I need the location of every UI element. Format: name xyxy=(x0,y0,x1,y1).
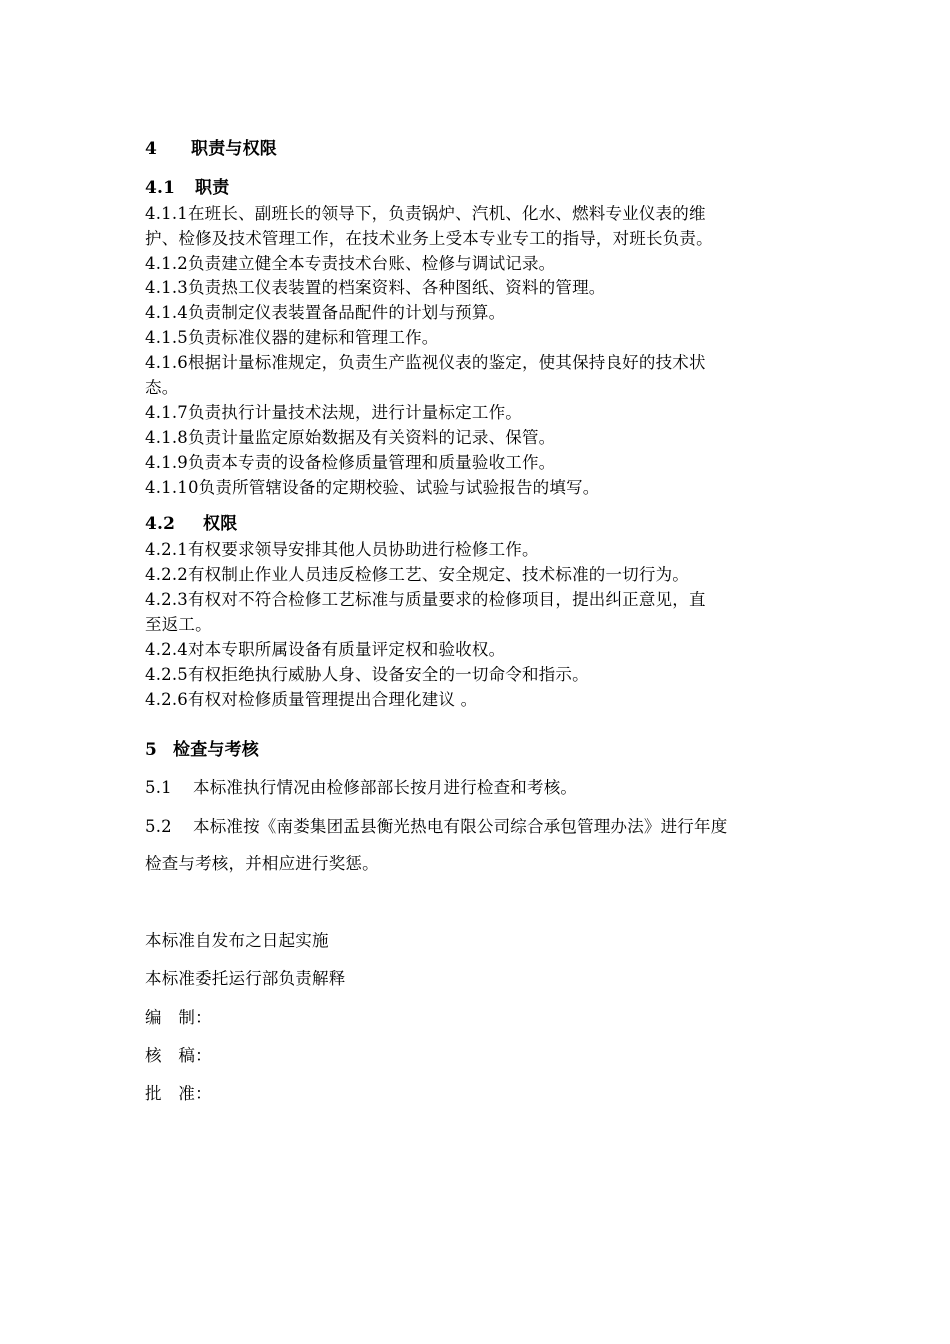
subsection-4-1-heading xyxy=(145,176,229,200)
list-item: 护、检修及技术管理工作，在技术业务上受本专业专工的指导，对班长负责。 xyxy=(145,229,713,248)
effective-statement: 本标准自发布之日起实施 xyxy=(145,931,329,950)
item-5-1-number: 5.1 xyxy=(145,778,172,797)
section-4-heading xyxy=(145,137,277,161)
compiled-by-label: 编 制： xyxy=(145,1008,212,1027)
list-item xyxy=(145,776,577,800)
subsection-4-1-title: 职责 xyxy=(195,178,230,198)
list-item: 4.2.3有权对不符合检修工艺标准与质量要求的检修项目，提出纠正意见，直 xyxy=(145,590,706,609)
item-5-2-number: 5.2 xyxy=(145,817,172,836)
list-item: 4.1.5负责标准仪器的建标和管理工作。 xyxy=(145,328,439,347)
section-5-number: 5 xyxy=(145,740,158,760)
list-item: 4.2.5有权拒绝执行威胁人身、设备安全的一切命令和指示。 xyxy=(145,665,589,684)
approved-by-label: 批 准： xyxy=(145,1084,212,1103)
section-4-title: 职责与权限 xyxy=(191,139,277,159)
subsection-4-2-number: 4.2 xyxy=(145,514,176,534)
list-item: 4.2.2有权制止作业人员违反检修工艺、安全规定、技术标准的一切行为。 xyxy=(145,565,689,584)
list-item: 4.1.6根据计量标准规定，负责生产监视仪表的鉴定，使其保持良好的技术状 xyxy=(145,353,706,372)
list-item: 4.1.10负责所管辖设备的定期校验、试验与试验报告的填写。 xyxy=(145,478,600,497)
item-5-1-text: 本标准执行情况由检修部部长按月进行检查和考核。 xyxy=(193,778,578,797)
list-item: 4.2.6有权对检修质量管理提出合理化建议 。 xyxy=(145,690,478,709)
interpretation-statement: 本标准委托运行部负责解释 xyxy=(145,969,346,988)
list-item: 4.1.3负责热工仪表装置的档案资料、各种图纸、资料的管理。 xyxy=(145,278,606,297)
subsection-4-1-number: 4.1 xyxy=(145,178,176,198)
list-item: 4.1.1在班长、副班长的领导下，负责锅炉、汽机、化水、燃料专业仪表的维 xyxy=(145,204,706,223)
list-item: 4.2.4对本专职所属设备有质量评定权和验收权。 xyxy=(145,640,506,659)
list-item xyxy=(145,815,727,839)
item-5-2-continuation: 检查与考核，并相应进行奖惩。 xyxy=(145,854,379,873)
list-item: 4.1.2负责建立健全本专责技术台账、检修与调试记录。 xyxy=(145,254,556,273)
reviewed-by-label: 核 稿： xyxy=(145,1046,212,1065)
list-item: 至返工。 xyxy=(145,615,212,634)
list-item: 4.1.9负责本专责的设备检修质量管理和质量验收工作。 xyxy=(145,453,556,472)
list-item: 4.1.8负责计量监定原始数据及有关资料的记录、保管。 xyxy=(145,428,556,447)
subsection-4-2-heading xyxy=(145,512,237,536)
list-item: 态。 xyxy=(145,378,179,397)
list-item: 4.1.4负责制定仪表装置备品配件的计划与预算。 xyxy=(145,303,506,322)
list-item: 4.1.7负责执行计量技术法规，进行计量标定工作。 xyxy=(145,403,522,422)
list-item: 4.2.1有权要求领导安排其他人员协助进行检修工作。 xyxy=(145,540,539,559)
section-4-number: 4 xyxy=(145,139,158,159)
subsection-4-2-title: 权限 xyxy=(203,514,238,534)
section-5-title: 检查与考核 xyxy=(173,740,259,760)
section-5-heading xyxy=(145,738,259,762)
item-5-2-text: 本标准按《南娄集团盂县衡光热电有限公司综合承包管理办法》进行年度 xyxy=(193,817,728,836)
